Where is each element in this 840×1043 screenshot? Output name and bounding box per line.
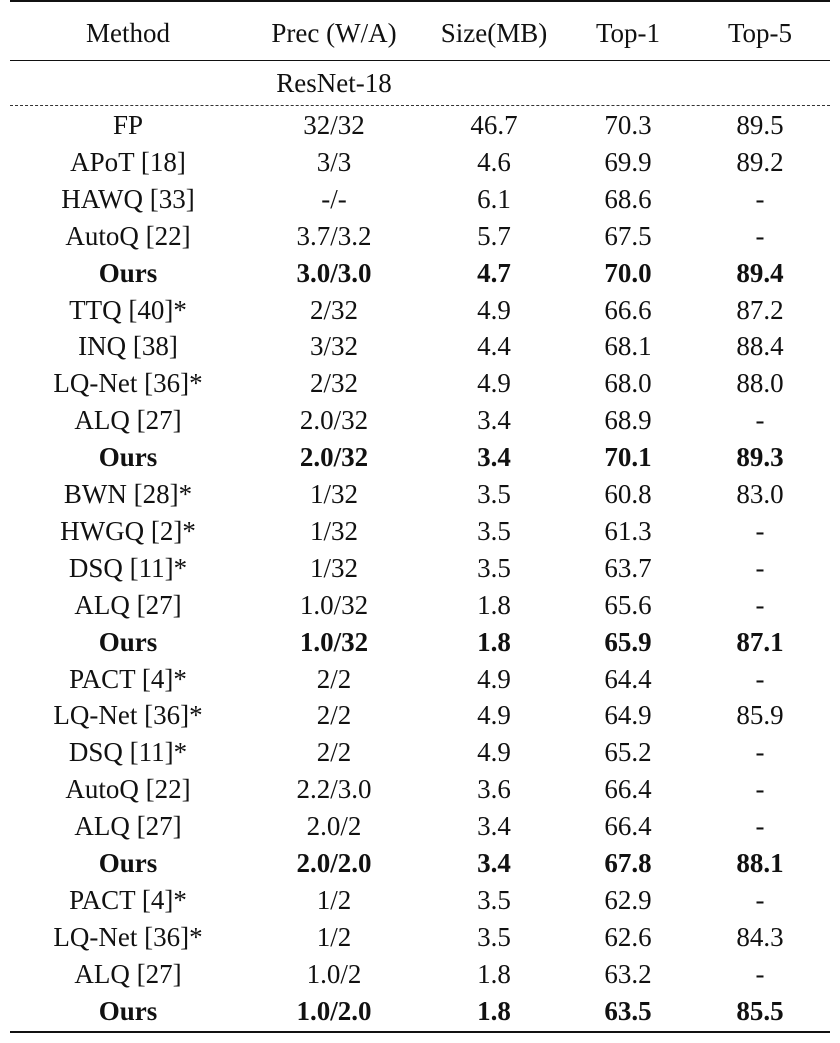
cell-top5: 84.3 [736,921,784,952]
cell-size: 4.6 [477,146,511,177]
cell-precision: 2/32 [309,368,358,399]
table-row [10,218,830,255]
cell-method: Ours [98,257,158,288]
cell-precision: 2.0/32 [299,405,369,436]
cell-precision: 2/2 [316,700,352,731]
cell-top5: - [755,663,765,694]
cell-top1: 63.7 [604,552,652,583]
cell-size: 4.9 [477,700,511,731]
cell-top5: 89.2 [736,146,784,177]
cell-top5: - [755,737,765,768]
cell-size: 3.4 [477,442,511,473]
cell-method: DSQ [11]* [68,737,188,768]
cell-top1: 70.3 [604,110,652,140]
cell-top5: - [755,515,765,546]
cell-precision: 2.0/2.0 [296,848,372,878]
cell-precision: 1/32 [309,552,358,583]
cell-size: 3.5 [477,552,511,583]
cell-top5: 87.1 [736,626,784,657]
cell-top5: - [755,220,765,251]
cell-top1: 66.4 [604,774,652,805]
cell-method: FP [112,110,144,140]
table-row [10,956,830,993]
table-row [10,328,830,365]
cell-top1: 67.8 [604,848,652,878]
cell-precision: 2/32 [309,294,358,325]
cell-method: Ours [98,442,158,473]
table-row [10,845,830,882]
cell-top5: 85.5 [736,995,784,1026]
table-row [10,144,830,181]
table-row [10,181,830,218]
header-rule [10,60,830,61]
table-row [10,919,830,956]
cell-top5: 89.4 [736,257,784,288]
cell-size: 4.9 [477,663,511,694]
cell-method: PACT [4]* [69,884,187,915]
cell-size: 5.7 [477,220,511,251]
cell-method: ALQ [27] [74,589,182,620]
table-row [10,734,830,771]
table-row [10,439,830,476]
cell-method: PACT [4]* [69,663,187,694]
cell-top5: - [755,958,765,989]
cell-size: 3.5 [477,515,511,546]
cell-method: AutoQ [22] [65,220,191,251]
cell-precision: 32/32 [303,110,365,140]
header-top1: Top-1 [595,17,661,48]
table-row [10,402,830,439]
cell-size: 3.5 [477,884,511,915]
cell-top1: 65.9 [604,626,652,657]
cell-top5: - [755,183,765,214]
bottom-rule [10,1031,830,1033]
cell-top1: 68.6 [604,183,652,214]
cell-size: 1.8 [477,995,511,1026]
cell-top1: 69.9 [604,146,652,177]
cell-top5: - [755,774,765,805]
cell-size: 3.5 [477,479,511,509]
cell-top1: 68.1 [604,331,652,362]
cell-top1: 67.5 [604,220,652,251]
cell-size: 3.5 [477,921,511,952]
results-table [10,0,830,1043]
table-row [10,624,830,661]
cell-top5: 88.4 [736,331,784,362]
cell-method: Ours [98,626,158,657]
top-rule [10,0,830,2]
cell-top1: 70.0 [604,257,652,288]
cell-method: DSQ [11]* [68,552,188,583]
cell-method: Ours [98,848,158,878]
cell-top1: 65.2 [604,737,652,768]
table-row [10,661,830,698]
cell-method: ALQ [27] [74,811,182,842]
cell-top1: 61.3 [604,515,652,546]
cell-method: TTQ [40]* [69,294,187,325]
cell-precision: 1/2 [316,921,352,952]
cell-precision: 3.0/3.0 [296,257,372,288]
cell-size: 3.4 [477,811,511,842]
cell-precision: 3/3 [316,146,352,177]
cell-size: 1.8 [477,626,511,657]
cell-top5: 89.3 [736,442,784,473]
cell-top1: 64.9 [604,700,652,731]
table-row [10,476,830,513]
table-row [10,513,830,550]
header-size: Size(MB) [440,17,548,48]
table-row [10,993,830,1030]
table-row [10,365,830,402]
cell-top5: 83.0 [736,479,784,509]
cell-top5: - [755,884,765,915]
table-row [10,587,830,624]
table-row [10,255,830,292]
cell-top1: 64.4 [604,663,652,694]
cell-size: 4.4 [477,331,511,362]
cell-size: 1.8 [477,589,511,620]
cell-method: AutoQ [22] [65,774,191,805]
cell-top1: 62.9 [604,884,652,915]
header-method: Method [86,17,170,48]
cell-size: 46.7 [470,110,518,140]
cell-precision: 1/32 [309,479,358,509]
table-row [10,882,830,919]
cell-size: 4.9 [477,737,511,768]
cell-top5: 88.0 [736,368,784,399]
cell-precision: 1.0/32 [299,589,369,620]
table-row [10,771,830,808]
cell-method: BWN [28]* [63,479,193,509]
cell-top1: 66.6 [604,294,652,325]
cell-method: HWGQ [2]* [60,515,196,546]
table-header [10,13,830,53]
cell-precision: 1/32 [309,515,358,546]
cell-top1: 66.4 [604,811,652,842]
cell-size: 3.4 [477,848,511,878]
cell-top5: - [755,552,765,583]
cell-method: APoT [18] [70,146,186,177]
cell-top1: 62.6 [604,921,652,952]
cell-top5: 88.1 [736,848,784,878]
cell-method: ALQ [27] [74,958,182,989]
cell-top1: 68.0 [604,368,652,399]
dashed-separator [10,105,830,106]
cell-precision: 1/2 [316,884,352,915]
cell-precision: 3/32 [309,331,358,362]
cell-method: LQ-Net [36]* [53,921,203,952]
cell-size: 4.9 [477,294,511,325]
cell-top5: - [755,589,765,620]
header-top5: Top-5 [727,17,793,48]
cell-top1: 65.6 [604,589,652,620]
cell-precision: 2.0/2 [306,811,362,842]
cell-method: INQ [38] [78,331,178,362]
cell-precision: 2.0/32 [299,442,369,473]
cell-precision: 1.0/32 [299,626,369,657]
cell-top1: 63.2 [604,958,652,989]
cell-top5: - [755,811,765,842]
cell-precision: 1.0/2 [306,958,362,989]
table-row [10,550,830,587]
cell-method: HAWQ [33] [61,183,195,214]
cell-top1: 60.8 [604,479,652,509]
header-precision: Prec (W/A) [271,17,397,48]
cell-top1: 70.1 [604,442,652,473]
table-row [10,107,830,144]
cell-method: LQ-Net [36]* [53,700,203,731]
cell-method: ALQ [27] [74,405,182,436]
cell-method: Ours [98,995,158,1026]
cell-precision: 1.0/2.0 [296,995,372,1026]
cell-top1: 63.5 [604,995,652,1026]
cell-top5: 85.9 [736,700,784,731]
cell-precision: -/- [321,183,347,214]
table-row [10,697,830,734]
cell-precision: 2.2/3.0 [296,774,372,805]
cell-top5: 87.2 [736,294,784,325]
cell-size: 4.7 [477,257,511,288]
table-row [10,292,830,329]
cell-top5: - [755,405,765,436]
section-label: ResNet-18 [276,68,392,98]
table-row [10,808,830,845]
cell-precision: 2/2 [316,663,352,694]
cell-precision: 2/2 [316,737,352,768]
cell-size: 1.8 [477,958,511,989]
cell-top1: 68.9 [604,405,652,436]
cell-top5: 89.5 [736,110,784,140]
cell-size: 3.6 [477,774,511,805]
cell-size: 4.9 [477,368,511,399]
cell-precision: 3.7/3.2 [296,220,372,251]
cell-method: LQ-Net [36]* [53,368,203,399]
cell-size: 6.1 [477,183,511,214]
cell-size: 3.4 [477,405,511,436]
